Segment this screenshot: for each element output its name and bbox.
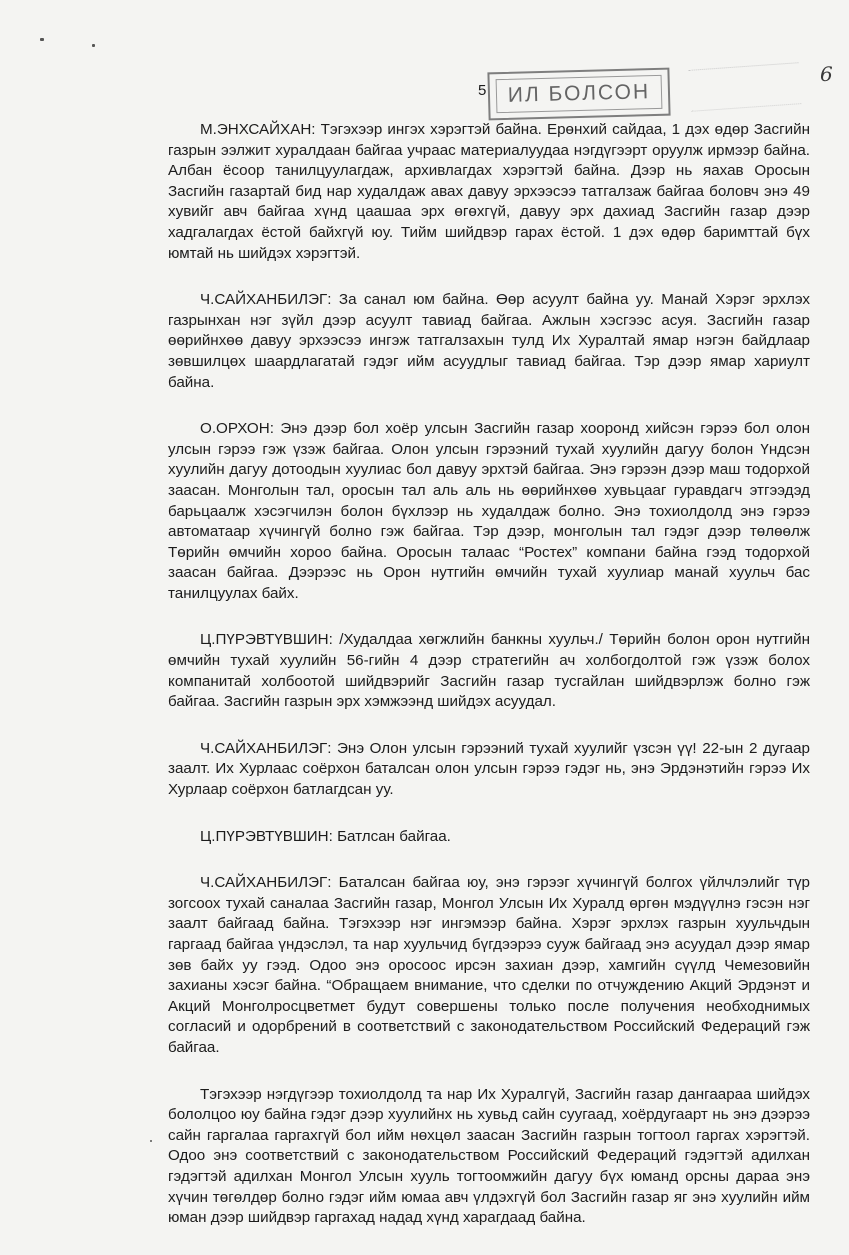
- speaker-name: Ч.САЙХАНБИЛЭГ:: [200, 291, 332, 309]
- scan-speck: [40, 38, 44, 41]
- paragraph: [168, 290, 810, 393]
- paragraph: [168, 827, 810, 848]
- speaker-name: М.ЭНХСАЙХАН:: [200, 121, 316, 138]
- paragraph-text: Энэ Олон улсын гэрээний тухай хуулийг үзсэн үү! 22-ын 2 дугаар заалт. Их Хурлаас соёрхон баталсан олон улсын гэрээ гэдэг нь, энэ Эрдэнэтийн гэрээ Их Хурлаар соёрхон батлагдсан уу.: [168, 739, 810, 799]
- paragraph: [168, 739, 810, 801]
- paragraph: [168, 873, 810, 1058]
- paragraph-text: За санал юм байна. Өөр асуулт байна уу. Манай Хэрэг эрхлэх газрынхан нэг зүйл дээр асуулт тавиад байгаа. Ажлын хэсгээс асуя. Засгийн газар өөрийнхөө давуу эрхээсээ ингэж татгалзахын тулд Их Хуралтай ямар нэгэн байдлаар зөвшилцөх шаардлагатай гэдэг ийм асуудлыг тавиад байгаа. Тэр дээр ямар хариулт байна.: [168, 291, 810, 391]
- paragraph-text: Баталсан байгаа юу, энэ гэрээг хүчингүй болгох үйлчлэлийг түр зогсоох тухай саналаа Засгийн газар, Монгол Улсын Их Хуралд өргөн мэдүүлнэ гэсэн нэг заалт байгаад байна. Тэгэхээр нэг ингэмээр байна. Хэрэг эрхлэх газрын хуульчдын гаргаад байгаа үндэслэл, та нар хуульчид бүгдээрээ сууж байгаад энэ асуудал дээр ямар зөв байх уу гээд. Одоо энэ оросоос ирсэн захиан дээр, хамгийн сүүлд Чемезовийн захианы хэсэг байна. “Обращаем внимание, что сделки по отчуждению Акций Эрдэнэт и Акций Монголросцветмет будут совершены только после получения необходнимых согласий и одорбрений в соответствий с законодательством Российский Федераций гэж байгаа.: [168, 874, 810, 1056]
- speaker-name: О.ОРХОН:: [200, 420, 274, 438]
- paragraph: [168, 419, 810, 604]
- paragraph-text: Тэгэхээр ингэх хэрэгтэй байна. Ерөнхий сайдаа, 1 дэх өдөр Засгийн газрын ээлжит хуралдаан байгаа учраас материалуудаа нэгдүгээрт оруулж ирмээр байна. Албан ёсоор танилцуулагдаж, архивлагдах хэрэгтэй байна. Дээр нь яахав Оросын Засгийн газартай бид нар худалдаж авах давуу эрхээсээ татгалзаж байгаа боловч энэ 49 хувийг авч байгаа хүнд цаашаа эрх өгөхгүй, давуу эрх дахиад Засгийн газар дээр хадгалагдах ёстой байхгүй юу. Тийм шийдвэр гарах ёстой. 1 дэх өдөр баримттай бүх юмтай нь шийдэх хэрэгтэй.: [168, 121, 810, 262]
- paragraph-text: Энэ дээр бол хоёр улсын Засгийн газар хооронд хийсэн гэрээ бол олон улсын гэрээ гэж үзэж байгаа. Олон улсын гэрээний тухай хуулийн дагуу болон Үндсэн хуулийн дагуу дотоодын хуулиас бол давуу эрхтэй байгаа. Энэ гэрээн дээр маш тодорхой заасан. Монголын тал, оросын тал аль аль нь өөрийнхөө хувьцааг гуравдагч этгээдэд барьцаалж хэсэгчилэн болон бүхлээр нь худалдаж болно. Энэ тохиолдолд энэ гэрээ автоматаар хүчингүй болно гэж байгаа. Тэр дээр, монголын тал гэдэг дээр төлөөлж Төрийн өмчийн хороо байна. Оросын талаас “Ростех” компани байна гээд тодорхой заасан байгаа. Дээрээс нь Орон нутгийн өмчийн тухай хуулиар манай хуульч бас танилцуулах байх.: [168, 420, 810, 602]
- handwritten-page-number: 6: [820, 62, 833, 86]
- paragraph: [168, 1085, 810, 1229]
- scan-speck: [92, 44, 95, 47]
- public-stamp: ИЛ БОЛСОН: [487, 68, 670, 121]
- paragraph: [168, 630, 810, 712]
- speaker-name: Ч.САЙХАНБИЛЭГ:: [200, 739, 332, 757]
- speaker-name: Ц.ПҮРЭВТҮВШИН:: [200, 631, 333, 649]
- speaker-name: Ч.САЙХАНБИЛЭГ:: [200, 874, 332, 892]
- speaker-name: Ц.ПҮРЭВТҮВШИН:: [200, 827, 333, 845]
- paragraph-text: Тэгэхээр нэгдүгээр тохиолдолд та нар Их Хуралгүй, Засгийн газар дангаараа шийдэх бололцоо юу байна гэдэг дээр хуулийнх нь хувьд сайн суугаад, хоёрдугаарт нь энэ дээрээ сайн гаргалаа гаргахгүй бол ийм нөхцөл заасан Засгийн газрын тогтоол гаргах хэрэгтэй. Одоо энэ соответствий с законодательством Российский Федераций гэдэгтэй адилхан гэдэгтэй адилхан Монгол Улсын хууль тогтоомжийн дагуу бүх юманд орсны дараа энэ хүчин төгөлдөр болно гэдэг ийм юмаа авч үлдэхгүй бол Засгийн газар яг энэ хуулийн ийм юман дээр шийдвэр гаргахад надад хүнд харагдаад байна.: [168, 1085, 810, 1227]
- transcript-body: [168, 120, 810, 1255]
- paragraph: [168, 120, 810, 264]
- paragraph-text: /Худалдаа хөгжлийн банкны хуульч./ Төрийн болон орон нутгийн өмчийн тухай хуулийн 56-гийн 4 дээр стратегийн ач холбогдолтой гэж үзэж болох компанитай холбоотой шийдвэрийг Засгийн газар тусгайлан шийдвэрлэж болно гэж байгаа. Засгийн газрын эрх хэмжээнд шийдэх асуудал.: [168, 631, 810, 711]
- page-number: 5: [478, 82, 487, 99]
- faint-stamp-mark: [689, 62, 802, 112]
- scan-speck: [150, 1140, 152, 1142]
- paragraph-text: Батлсан байгаа.: [332, 827, 451, 845]
